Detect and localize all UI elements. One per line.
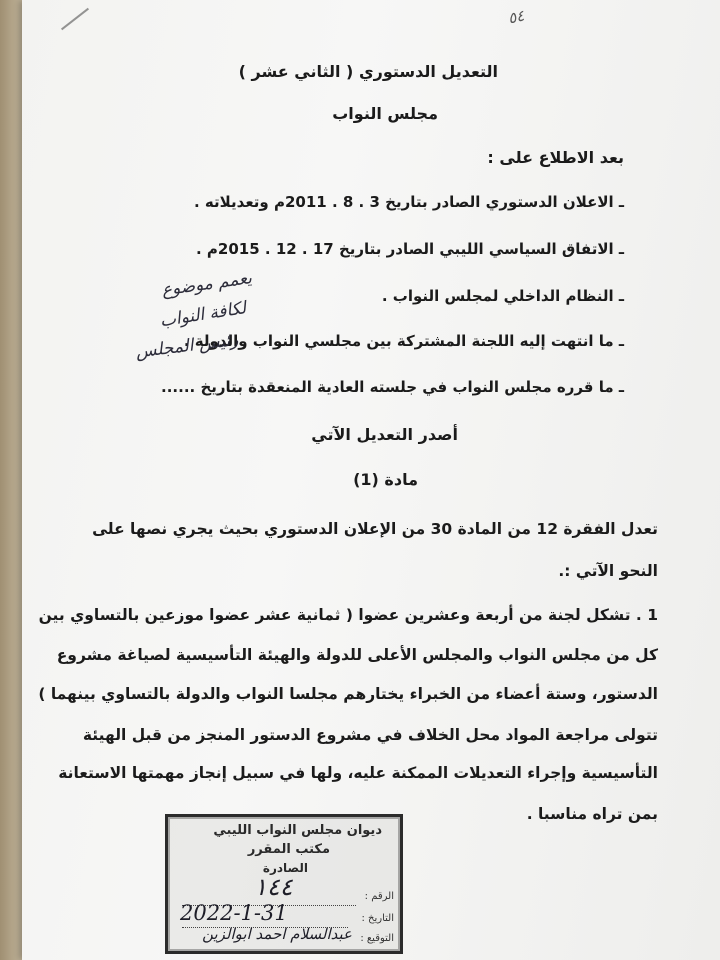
handwritten-line: رئيس المجلس bbox=[134, 330, 240, 363]
issued-heading: أصدر التعديل الآتي bbox=[311, 425, 458, 444]
stamp-office-unit: مكتب المقرر bbox=[247, 842, 330, 857]
handwritten-line: يعمم موضوع bbox=[160, 268, 254, 301]
handwritten-line: لكافة النواب bbox=[158, 298, 248, 332]
stamp-office-name: ديوان مجلس النواب الليبي bbox=[213, 823, 382, 838]
reference-item: ـ ما انتهت إليه اللجنة المشتركة بين مجلسي النواب والدولة . bbox=[183, 332, 624, 350]
page-number: ٥٤ bbox=[506, 6, 526, 28]
reference-item: ـ الاعلان الدستوري الصادر بتاريخ 3 . 8 . 2011م وتعديلاته . bbox=[194, 193, 624, 211]
office-stamp bbox=[165, 814, 403, 954]
stamp-signature-label: التوقيع : bbox=[360, 933, 394, 944]
article-paragraph-line: 1 . تشكل لجنة من أربعة وعشرين عضوا ( ثمانية عشر عضوا موزعين بالتساوي بين bbox=[38, 606, 658, 624]
handwritten-note bbox=[92, 268, 252, 368]
reference-item: ـ الاتفاق السياسي الليبي الصادر بتاريخ 17 . 12 . 2015م . bbox=[195, 240, 624, 258]
stamp-signature: عبدالسلام احمد ابوالزين bbox=[202, 925, 352, 943]
stamp-date-label: التاريخ : bbox=[361, 913, 394, 924]
stamp-ref-label: الرقم : bbox=[364, 891, 394, 902]
document-title: التعديل الدستوري ( الثاني عشر ) bbox=[238, 62, 498, 81]
article-heading: مادة (1) bbox=[353, 470, 418, 489]
stamp-outgoing: الصادرة bbox=[262, 861, 308, 875]
desk-edge bbox=[0, 0, 22, 960]
article-paragraph-line: الدستور، وستة أعضاء من الخبراء يختارهم مجلسا النواب والدولة بالتساوي بينهما ) bbox=[38, 685, 658, 703]
article-paragraph-line: التأسيسية وإجراء التعديلات الممكنة عليه، ولها في سبيل إنجاز مهمتها الاستعانة bbox=[58, 764, 658, 782]
article-paragraph-line: كل من مجلس النواب والمجلس الأعلى للدولة والهيئة التأسيسية لصياغة مشروع bbox=[56, 646, 658, 664]
article-intro-line: النحو الآتي :. bbox=[558, 562, 658, 580]
article-paragraph-line: بمن تراه مناسبا . bbox=[526, 805, 658, 823]
stamp-date-value: 2022-1-31 bbox=[180, 901, 288, 925]
preamble-heading: بعد الاطلاع على : bbox=[487, 148, 624, 167]
article-paragraph-line: تتولى مراجعة المواد محل الخلاف في مشروع الدستور المنجز من قبل الهيئة bbox=[82, 726, 658, 744]
issuer: مجلس النواب bbox=[332, 104, 438, 123]
reference-item: ـ ما قرره مجلس النواب في جلسته العادية المنعقدة بتاريخ ...... bbox=[161, 378, 624, 396]
article-intro-line: تعدل الفقرة 12 من المادة 30 من الإعلان الدستوري بحيث يجري نصها على bbox=[92, 520, 658, 538]
document-page bbox=[22, 0, 720, 960]
pen-mark bbox=[61, 8, 89, 31]
stamp-ref-value: ١٤٤ bbox=[254, 873, 293, 901]
reference-item: ـ النظام الداخلي لمجلس النواب . bbox=[381, 287, 624, 305]
